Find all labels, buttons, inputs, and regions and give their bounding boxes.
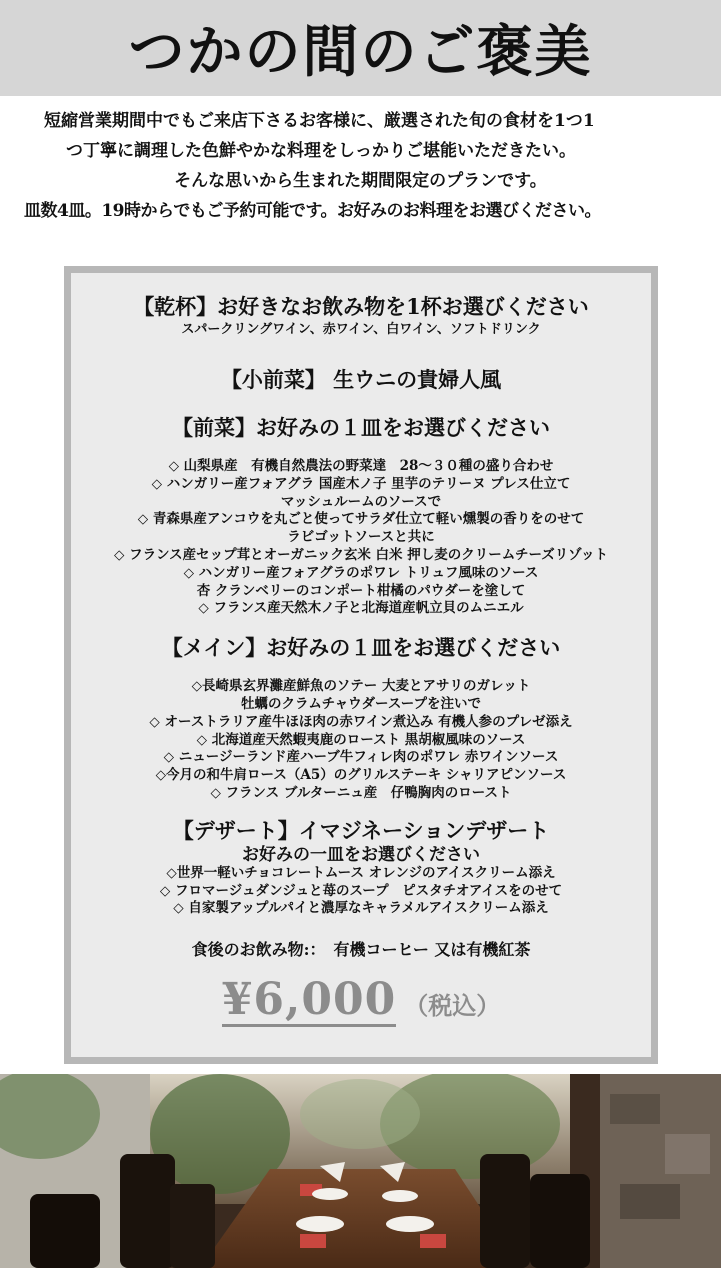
after-meal-drink: 食後のお飲み物:： 有機コーヒー 又は有機紅茶 [191, 940, 531, 960]
amuse-heading: 【小前菜】 生ウニの貴婦人風 [220, 367, 502, 392]
list-item: ◇ フランス ブルターニュ産 仔鴨胸肉のロースト [210, 784, 512, 801]
list-item: ラビゴットソースと共に [287, 529, 435, 546]
price: ¥6,000 [221, 974, 397, 1026]
list-item: ◇ フランス産天然木ノ子と北海道産帆立貝のムニエル [198, 600, 524, 617]
toast-options: スパークリングワイン、赤ワイン、白ワイン、ソフトドリンク [181, 322, 541, 337]
main-heading: 【メイン】お好みの１皿をお選びください [161, 635, 561, 661]
starter-heading: 【前菜】お好みの１皿をお選びください [172, 415, 550, 440]
list-item: ◇ ニュージーランド産ハーブ牛フィレ肉のポワレ 赤ワインソース [163, 749, 559, 766]
list-item: ◇世界一軽いチョコレートムース オレンジのアイスクリーム添え [166, 864, 556, 881]
list-item: ◇今月の和牛肩ロース（A5）のグリルステーキ シャリアピンソース [155, 767, 567, 784]
intro-text [14, 106, 707, 226]
intro-line-4: 皿数4皿。19時からでもご予約可能です。お好みのお料理をお選びください。 [24, 201, 601, 221]
intro-line-2: つ丁寧に調理した色鮮やかな料理をしっかりご堪能いただきたい。 [66, 141, 576, 161]
tax-note: （税込） [404, 991, 501, 1021]
list-item: 牡蠣のクラムチャウダースープを注いで [240, 695, 482, 712]
dessert-list [71, 865, 651, 918]
intro-line-3: そんな思いから生まれた期間限定のプランです。 [174, 171, 547, 191]
list-item: 杏 クランベリーのコンポート柑橘のパウダーを塗して [196, 582, 526, 599]
price-row [71, 976, 651, 1027]
list-item: ◇ 自家製アップルパイと濃厚なキャラメルアイスクリーム添え [173, 900, 549, 917]
list-item: ◇ フランス産セップ茸とオーガニック玄米 白米 押し麦のクリームチーズリゾット [113, 546, 608, 563]
title-banner [0, 0, 721, 96]
toast-heading: 【乾杯】お好きなお飲み物を1杯お選びください [133, 294, 589, 319]
list-item: ◇ ハンガリー産フォアグラのポワレ トリュフ風味のソース [183, 564, 539, 581]
dessert-heading: 【デザート】イマジネーションデザート [172, 817, 550, 843]
restaurant-photo [0, 1074, 721, 1268]
dessert-subheading: お好みの一皿をお選びください [242, 844, 480, 865]
main-list [71, 678, 651, 803]
list-item: ◇ オーストラリア産牛ほほ肉の赤ワイン煮込み 有機人参のプレゼ添え [149, 713, 573, 730]
list-item: ◇長崎県玄界灘産鮮魚のソテー 大麦とアサリのガレット [191, 678, 531, 695]
list-item: ◇ 青森県産アンコウを丸ごと使ってサラダ仕立て軽い燻製の香りをのせて [137, 511, 585, 528]
list-item: マッシュルームのソースで [280, 493, 442, 510]
intro-line-1: 短縮営業期間中でもご来店下さるお客様に、厳選された旬の食材を1つ1 [44, 111, 595, 131]
menu-box [64, 266, 658, 1064]
list-item: ◇ 山梨県産 有機自然農法の野菜達 28～３０種の盛り合わせ [168, 458, 554, 474]
page-title: つかの間のご褒美 [128, 19, 593, 85]
starter-list [71, 458, 651, 618]
list-item: ◇ フロマージュダンジュと苺のスープ ピスタチオアイスをのせて [159, 882, 563, 899]
list-item: ◇ 北海道産天然蝦夷鹿のロースト 黒胡椒風味のソース [196, 731, 526, 748]
list-item: ◇ ハンガリー産フォアグラ 国産木ノ子 里芋のテリーヌ プレス仕立て [151, 475, 571, 492]
